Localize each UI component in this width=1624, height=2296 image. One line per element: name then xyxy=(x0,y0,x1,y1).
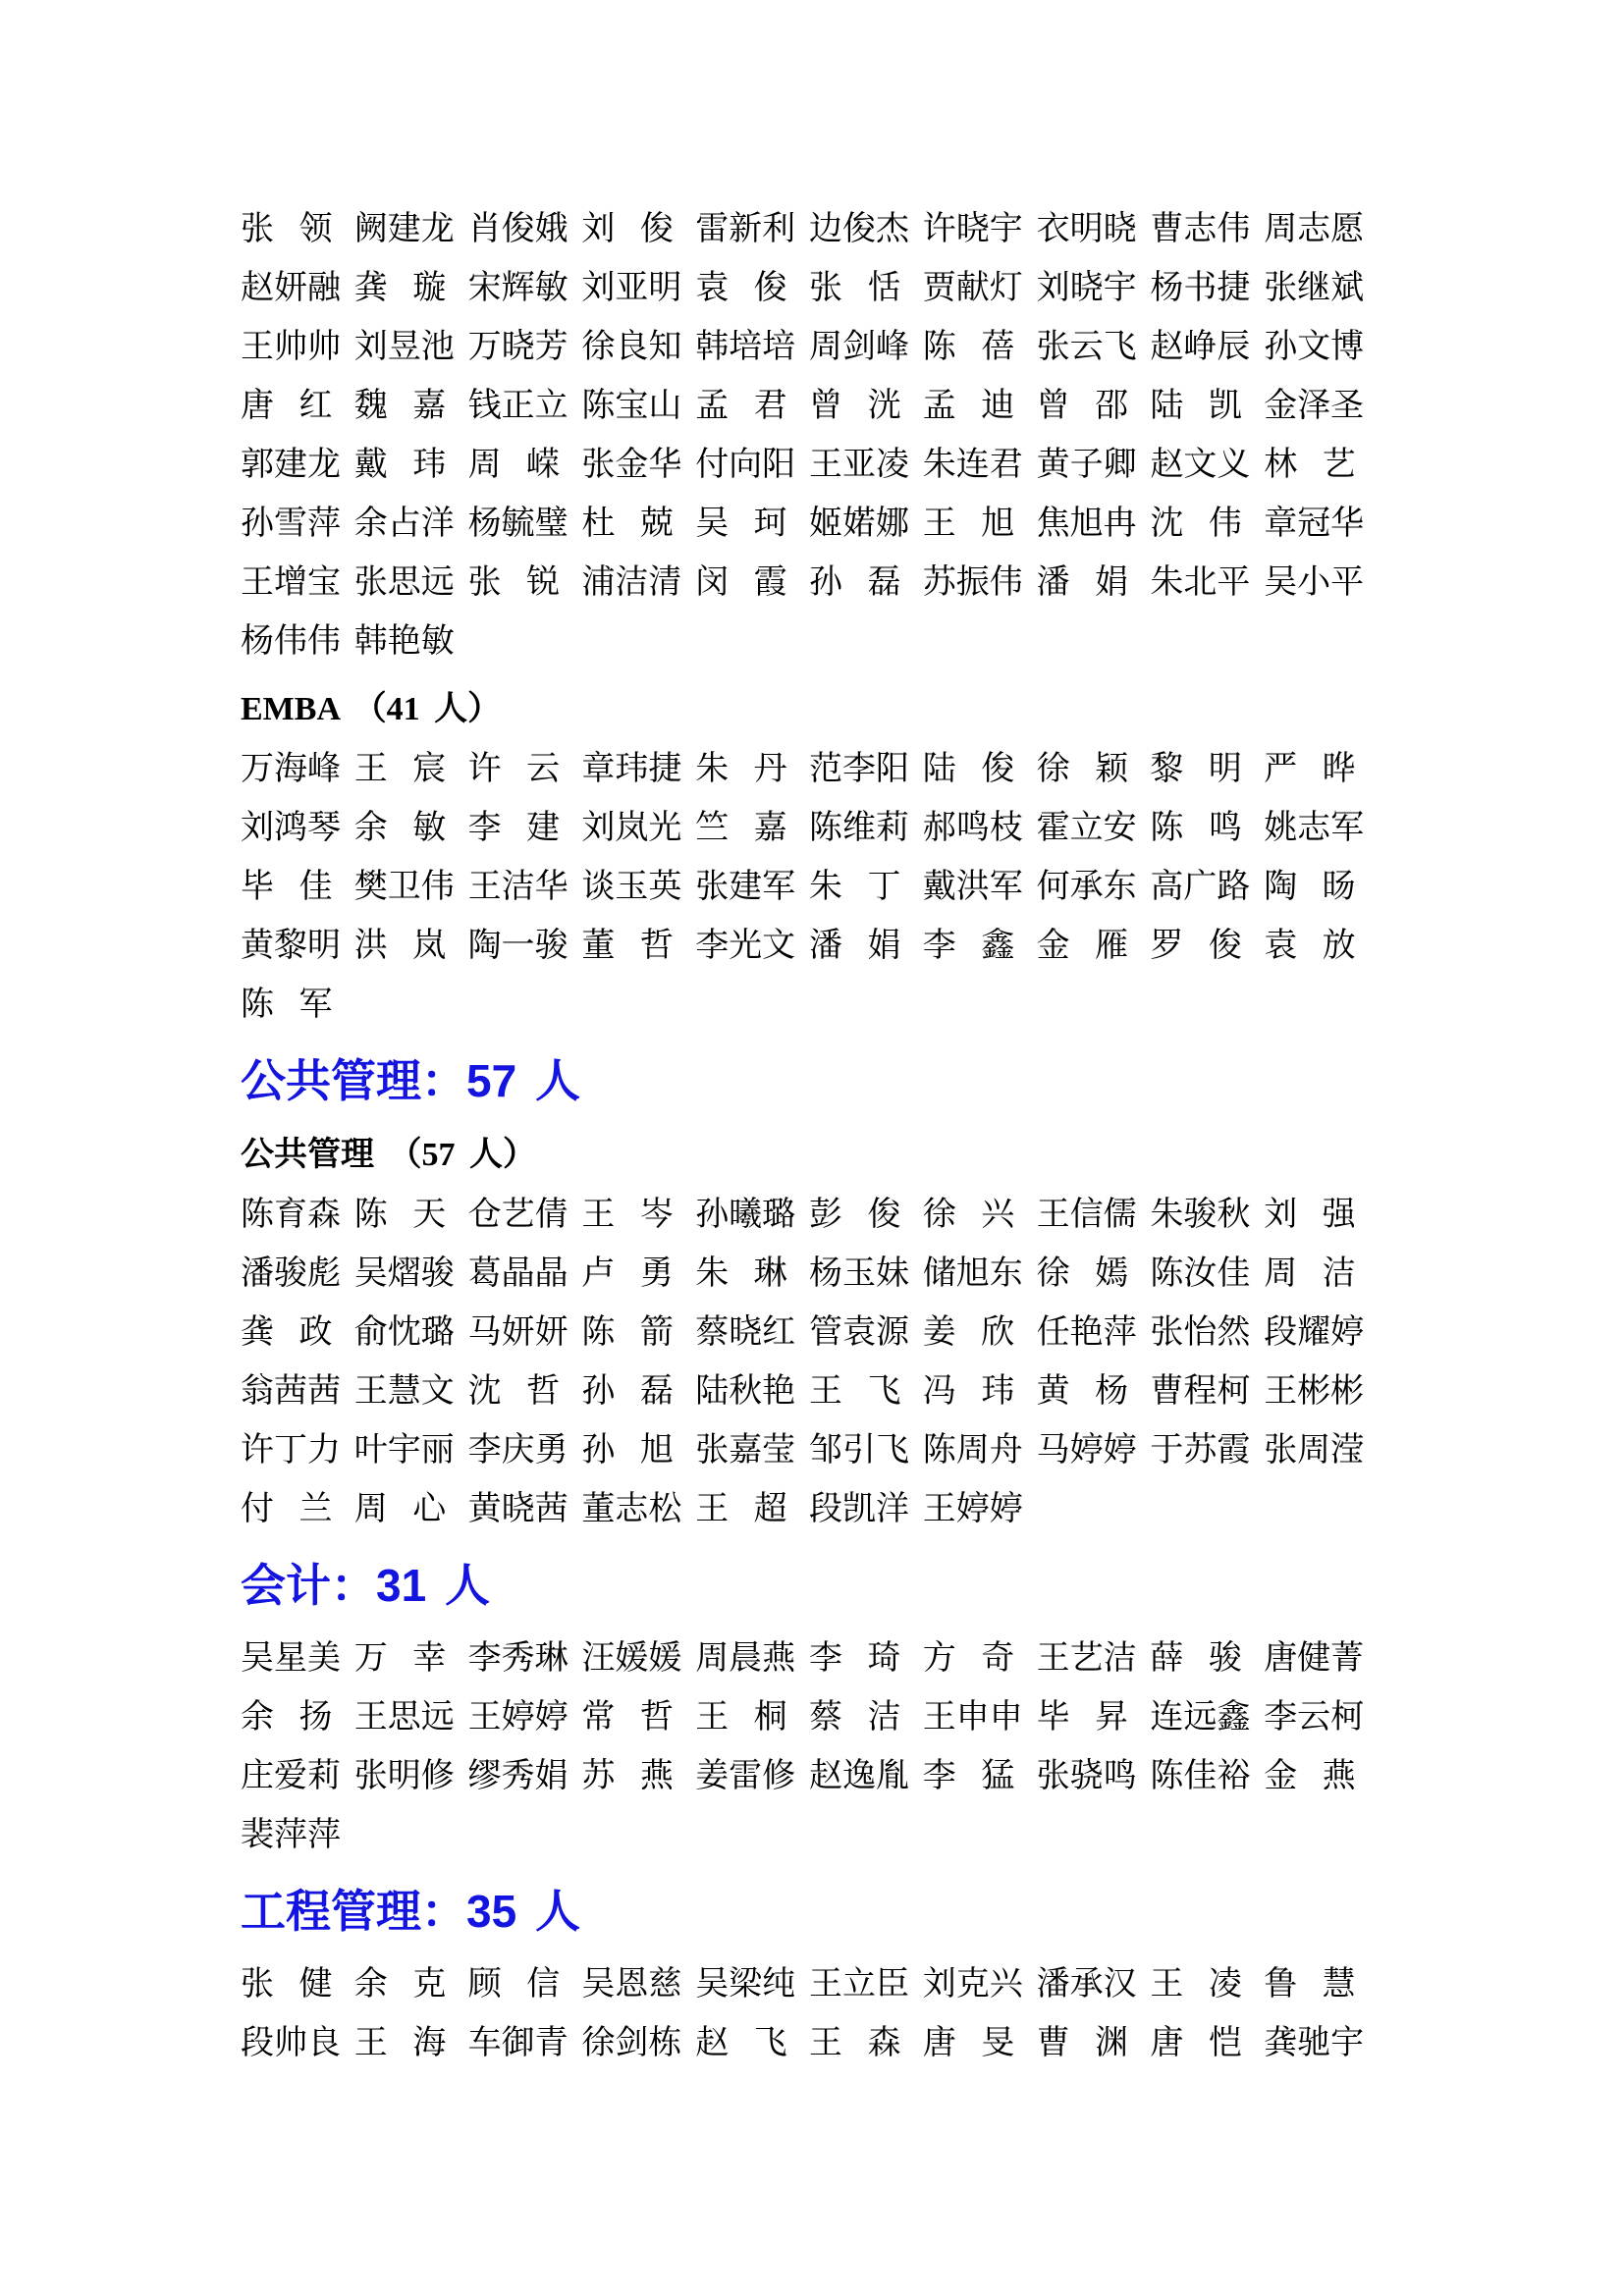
student-name: 余 敏 xyxy=(353,810,447,846)
student-name: 潘骏彪 xyxy=(241,1255,341,1292)
student-name: 于苏霞 xyxy=(1150,1432,1251,1468)
student-name: 陆 凯 xyxy=(1150,388,1242,424)
student-name: 陈 军 xyxy=(241,987,333,1023)
student-name: 李 鑫 xyxy=(922,928,1015,964)
student-name: 余 扬 xyxy=(241,1699,333,1735)
student-name: 宋辉敏 xyxy=(467,270,568,306)
student-name: 段帅良 xyxy=(241,2025,341,2061)
student-name: 吴星美 xyxy=(241,1640,341,1677)
student-name: 张明修 xyxy=(353,1758,455,1794)
group-subheader: 公共管理 （57 人） xyxy=(241,1137,536,1173)
student-name: 李光文 xyxy=(695,928,796,964)
document-content xyxy=(241,200,1378,2073)
student-name: 刘岚光 xyxy=(581,810,682,846)
student-name: 马妍妍 xyxy=(467,1314,568,1351)
student-name: 薛 骏 xyxy=(1150,1640,1242,1677)
name-row xyxy=(241,1480,1378,1539)
student-name: 黄 杨 xyxy=(1036,1373,1129,1410)
student-name: 闵 霞 xyxy=(695,564,787,601)
student-name: 鲁 慧 xyxy=(1264,1966,1356,2002)
student-name: 雷新利 xyxy=(695,211,796,247)
name-row xyxy=(241,1955,1378,2014)
student-name: 赵峥辰 xyxy=(1150,329,1251,365)
student-name: 陈宝山 xyxy=(581,388,682,424)
student-name: 孙雪萍 xyxy=(241,506,341,542)
student-name: 吴小平 xyxy=(1264,564,1365,601)
student-name: 吴恩慈 xyxy=(581,1966,682,2002)
group-subheader: EMBA （41 人） xyxy=(241,691,502,727)
student-name: 袁 俊 xyxy=(695,270,787,306)
student-name: 赵逸胤 xyxy=(809,1758,909,1794)
student-name: 唐 旻 xyxy=(922,2025,1015,2061)
student-name: 李 建 xyxy=(467,810,561,846)
student-name: 曹 渊 xyxy=(1036,2025,1129,2061)
name-row xyxy=(241,613,1378,671)
student-name: 杨玉妹 xyxy=(809,1255,909,1292)
student-name: 唐 恺 xyxy=(1150,2025,1242,2061)
student-name: 王 飞 xyxy=(809,1373,901,1410)
name-row xyxy=(241,318,1378,377)
student-name: 连远鑫 xyxy=(1150,1699,1251,1735)
student-name: 张怡然 xyxy=(1150,1314,1251,1351)
student-name: 姚志军 xyxy=(1264,810,1365,846)
student-name: 李 猛 xyxy=(922,1758,1015,1794)
student-name: 杨毓璧 xyxy=(467,506,568,542)
student-name: 陈 箭 xyxy=(581,1314,674,1351)
student-name: 沈 哲 xyxy=(467,1373,561,1410)
student-name: 刘亚明 xyxy=(581,270,682,306)
student-name: 赵文义 xyxy=(1150,447,1251,483)
student-name: 肖俊娥 xyxy=(467,211,568,247)
student-name: 朱北平 xyxy=(1150,564,1251,601)
student-name: 翁茜茜 xyxy=(241,1373,341,1410)
student-name: 李秀琳 xyxy=(467,1640,568,1677)
student-name: 孙 磊 xyxy=(581,1373,674,1410)
student-name: 毕 佳 xyxy=(241,869,333,905)
student-name: 韩艳敏 xyxy=(353,623,455,660)
student-name: 周 洁 xyxy=(1264,1255,1356,1292)
student-name: 缪秀娟 xyxy=(467,1758,568,1794)
student-name: 王 凌 xyxy=(1150,1966,1242,2002)
student-name: 张 健 xyxy=(241,1966,333,2002)
student-name: 王 桐 xyxy=(695,1699,787,1735)
program-count-header: 工程管理：35 人 xyxy=(241,1886,580,1937)
student-name: 谈玉英 xyxy=(581,869,682,905)
student-name: 魏 嘉 xyxy=(353,388,447,424)
student-name: 付向阳 xyxy=(695,447,796,483)
student-name: 王慧文 xyxy=(353,1373,455,1410)
student-name: 张周滢 xyxy=(1264,1432,1365,1468)
student-name: 裴萍萍 xyxy=(241,1817,341,1853)
name-row xyxy=(241,1688,1378,1747)
student-name: 卢 勇 xyxy=(581,1255,674,1292)
student-name: 陶一骏 xyxy=(467,928,568,964)
student-name: 刘 强 xyxy=(1264,1197,1356,1233)
student-name: 张思远 xyxy=(353,564,455,601)
student-name: 陈汝佳 xyxy=(1150,1255,1251,1292)
student-name: 张嘉莹 xyxy=(695,1432,796,1468)
student-name: 方 奇 xyxy=(922,1640,1015,1677)
student-name: 黄子卿 xyxy=(1036,447,1137,483)
student-name: 汪媛媛 xyxy=(581,1640,682,1677)
student-name: 杨书捷 xyxy=(1150,270,1251,306)
student-name: 毕 昇 xyxy=(1036,1699,1129,1735)
student-name: 刘 俊 xyxy=(581,211,674,247)
student-name: 刘晓宇 xyxy=(1036,270,1137,306)
student-name: 樊卫伟 xyxy=(353,869,455,905)
student-name: 朱连君 xyxy=(922,447,1023,483)
student-name: 陈佳裕 xyxy=(1150,1758,1251,1794)
student-name: 蔡 洁 xyxy=(809,1699,901,1735)
student-name: 俞忱璐 xyxy=(353,1314,455,1351)
student-name: 仓艺倩 xyxy=(467,1197,568,1233)
student-name: 吴梁纯 xyxy=(695,1966,796,2002)
student-name: 王婷婷 xyxy=(467,1699,568,1735)
student-name: 许丁力 xyxy=(241,1432,341,1468)
student-name: 储旭东 xyxy=(922,1255,1023,1292)
student-name: 王亚凌 xyxy=(809,447,909,483)
student-name: 韩培培 xyxy=(695,329,796,365)
student-name: 徐良知 xyxy=(581,329,682,365)
student-name: 周志愿 xyxy=(1264,211,1365,247)
student-name: 陈维莉 xyxy=(809,810,909,846)
student-name: 许 云 xyxy=(467,751,561,787)
student-name: 付 兰 xyxy=(241,1491,333,1527)
student-name: 严 晔 xyxy=(1264,751,1356,787)
student-name: 吴熠骏 xyxy=(353,1255,455,1292)
student-name: 彭 俊 xyxy=(809,1197,901,1233)
student-name: 马婷婷 xyxy=(1036,1432,1137,1468)
student-name: 黄黎明 xyxy=(241,928,341,964)
name-row xyxy=(241,976,1378,1035)
student-name: 姬婼娜 xyxy=(809,506,909,542)
student-name: 金泽圣 xyxy=(1264,388,1365,424)
student-name: 戴洪军 xyxy=(922,869,1023,905)
name-row xyxy=(241,1186,1378,1245)
student-name: 徐 兴 xyxy=(922,1197,1015,1233)
student-name: 范李阳 xyxy=(809,751,909,787)
name-row xyxy=(241,2014,1378,2073)
student-name: 黄晓茜 xyxy=(467,1491,568,1527)
name-row xyxy=(241,554,1378,613)
student-name: 周 心 xyxy=(353,1491,447,1527)
student-name: 万晓芳 xyxy=(467,329,568,365)
student-name: 蔡晓红 xyxy=(695,1314,796,1351)
student-name: 杨伟伟 xyxy=(241,623,341,660)
student-name: 张建军 xyxy=(695,869,796,905)
student-name: 张 恬 xyxy=(809,270,901,306)
student-name: 朱 琳 xyxy=(695,1255,787,1292)
student-name: 孙 磊 xyxy=(809,564,901,601)
name-row xyxy=(241,1629,1378,1688)
student-name: 陈 天 xyxy=(353,1197,447,1233)
student-name: 顾 信 xyxy=(467,1966,561,2002)
student-name: 朱 丹 xyxy=(695,751,787,787)
student-name: 徐 嫣 xyxy=(1036,1255,1129,1292)
student-name: 余占洋 xyxy=(353,506,455,542)
student-name: 阙建龙 xyxy=(353,211,455,247)
student-name: 段凯洋 xyxy=(809,1491,909,1527)
student-name: 孙 旭 xyxy=(581,1432,674,1468)
student-name: 张 领 xyxy=(241,211,333,247)
student-name: 刘鸿琴 xyxy=(241,810,341,846)
student-name: 段耀婷 xyxy=(1264,1314,1365,1351)
student-name: 曾 洸 xyxy=(809,388,901,424)
name-row xyxy=(241,259,1378,318)
student-name: 黎 明 xyxy=(1150,751,1242,787)
student-name: 万海峰 xyxy=(241,751,341,787)
student-name: 孟 迪 xyxy=(922,388,1015,424)
student-name: 郝鸣枝 xyxy=(922,810,1023,846)
student-name: 章玮捷 xyxy=(581,751,682,787)
student-name: 董 哲 xyxy=(581,928,674,964)
student-name: 浦洁清 xyxy=(581,564,682,601)
student-name: 车御青 xyxy=(467,2025,568,2061)
name-row xyxy=(241,917,1378,976)
student-name: 王 超 xyxy=(695,1491,787,1527)
student-name: 朱骏秋 xyxy=(1150,1197,1251,1233)
name-row xyxy=(241,1747,1378,1806)
student-name: 曾 邵 xyxy=(1036,388,1129,424)
student-name: 张骁鸣 xyxy=(1036,1758,1137,1794)
program-count-header: 会计：31 人 xyxy=(241,1560,490,1611)
program-count-header: 公共管理：57 人 xyxy=(241,1055,580,1106)
student-name: 徐剑栋 xyxy=(581,2025,682,2061)
student-name: 金 雁 xyxy=(1036,928,1129,964)
student-name: 龚 璇 xyxy=(353,270,447,306)
student-name: 陈 蓓 xyxy=(922,329,1015,365)
student-name: 杜 兢 xyxy=(581,506,674,542)
student-name: 许晓宇 xyxy=(922,211,1023,247)
student-name: 任艳萍 xyxy=(1036,1314,1137,1351)
student-name: 王帅帅 xyxy=(241,329,341,365)
student-name: 陶 旸 xyxy=(1264,869,1356,905)
student-name: 冯 玮 xyxy=(922,1373,1015,1410)
student-name: 赵妍融 xyxy=(241,270,341,306)
student-name: 孙文博 xyxy=(1264,329,1365,365)
student-name: 焦旭冉 xyxy=(1036,506,1137,542)
student-name: 潘 娟 xyxy=(1036,564,1129,601)
student-name: 叶宇丽 xyxy=(353,1432,455,1468)
student-name: 陈育森 xyxy=(241,1197,341,1233)
student-name: 常 哲 xyxy=(581,1699,674,1735)
student-name: 霍立安 xyxy=(1036,810,1137,846)
student-name: 李 琦 xyxy=(809,1640,901,1677)
student-name: 王增宝 xyxy=(241,564,341,601)
student-name: 潘 娟 xyxy=(809,928,901,964)
student-name: 周剑峰 xyxy=(809,329,909,365)
student-name: 衣明晓 xyxy=(1036,211,1137,247)
student-name: 王信儒 xyxy=(1036,1197,1137,1233)
student-name: 袁 放 xyxy=(1264,928,1356,964)
student-name: 朱 丁 xyxy=(809,869,901,905)
student-name: 王申申 xyxy=(922,1699,1023,1735)
student-name: 潘承汉 xyxy=(1036,1966,1137,2002)
student-name: 王洁华 xyxy=(467,869,568,905)
student-name: 李庆勇 xyxy=(467,1432,568,1468)
student-name: 王 岑 xyxy=(581,1197,674,1233)
student-name: 竺 嘉 xyxy=(695,810,787,846)
student-name: 唐健菁 xyxy=(1264,1640,1365,1677)
student-name: 王艺洁 xyxy=(1036,1640,1137,1677)
student-name: 王 宸 xyxy=(353,751,447,787)
student-name: 张金华 xyxy=(581,447,682,483)
student-name: 郭建龙 xyxy=(241,447,341,483)
student-name: 周晨燕 xyxy=(695,1640,796,1677)
student-name: 姜雷修 xyxy=(695,1758,796,1794)
student-name: 陈周舟 xyxy=(922,1432,1023,1468)
name-row xyxy=(241,1245,1378,1304)
student-name: 孟 君 xyxy=(695,388,787,424)
student-name: 王 旭 xyxy=(922,506,1015,542)
student-name: 金 燕 xyxy=(1264,1758,1356,1794)
student-name: 陆秋艳 xyxy=(695,1373,796,1410)
student-name: 钱正立 xyxy=(467,388,568,424)
name-row xyxy=(241,799,1378,858)
student-name: 章冠华 xyxy=(1264,506,1365,542)
student-name: 刘昱池 xyxy=(353,329,455,365)
name-row xyxy=(241,1806,1378,1865)
student-name: 董志松 xyxy=(581,1491,682,1527)
student-name: 苏 燕 xyxy=(581,1758,674,1794)
name-row xyxy=(241,200,1378,259)
student-name: 陆 俊 xyxy=(922,751,1015,787)
student-name: 姜 欣 xyxy=(922,1314,1015,1351)
name-row xyxy=(241,858,1378,917)
student-name: 陈 鸣 xyxy=(1150,810,1242,846)
name-row xyxy=(241,1362,1378,1421)
student-name: 边俊杰 xyxy=(809,211,909,247)
student-name: 王思远 xyxy=(353,1699,455,1735)
student-name: 万 幸 xyxy=(353,1640,447,1677)
name-row xyxy=(241,436,1378,495)
student-name: 曹程柯 xyxy=(1150,1373,1251,1410)
student-name: 王 森 xyxy=(809,2025,901,2061)
student-name: 刘克兴 xyxy=(922,1966,1023,2002)
student-name: 曹志伟 xyxy=(1150,211,1251,247)
student-name: 沈 伟 xyxy=(1150,506,1242,542)
name-row xyxy=(241,1304,1378,1362)
student-name: 李云柯 xyxy=(1264,1699,1365,1735)
student-name: 何承东 xyxy=(1036,869,1137,905)
student-name: 王彬彬 xyxy=(1264,1373,1365,1410)
student-name: 龚 政 xyxy=(241,1314,333,1351)
student-name: 罗 俊 xyxy=(1150,928,1242,964)
student-name: 管袁源 xyxy=(809,1314,909,1351)
student-name: 吴 珂 xyxy=(695,506,787,542)
name-row xyxy=(241,1421,1378,1480)
student-name: 余 克 xyxy=(353,1966,447,2002)
student-name: 龚驰宇 xyxy=(1264,2025,1365,2061)
student-name: 张云飞 xyxy=(1036,329,1137,365)
name-row xyxy=(241,740,1378,799)
student-name: 葛晶晶 xyxy=(467,1255,568,1292)
name-row xyxy=(241,377,1378,436)
student-name: 周 嵘 xyxy=(467,447,561,483)
student-name: 高广路 xyxy=(1150,869,1251,905)
student-name: 戴 玮 xyxy=(353,447,447,483)
name-row xyxy=(241,495,1378,554)
student-name: 苏振伟 xyxy=(922,564,1023,601)
student-name: 赵 飞 xyxy=(695,2025,787,2061)
student-name: 王婷婷 xyxy=(922,1491,1023,1527)
student-name: 张继斌 xyxy=(1264,270,1365,306)
student-name: 邹引飞 xyxy=(809,1432,909,1468)
student-name: 王 海 xyxy=(353,2025,447,2061)
student-name: 洪 岚 xyxy=(353,928,447,964)
student-name: 贾献灯 xyxy=(922,270,1023,306)
student-name: 唐 红 xyxy=(241,388,333,424)
student-name: 孙曦璐 xyxy=(695,1197,796,1233)
student-name: 庄爱莉 xyxy=(241,1758,341,1794)
student-name: 徐 颖 xyxy=(1036,751,1129,787)
student-name: 王立臣 xyxy=(809,1966,909,2002)
student-name: 林 艺 xyxy=(1264,447,1356,483)
student-name: 张 锐 xyxy=(467,564,561,601)
